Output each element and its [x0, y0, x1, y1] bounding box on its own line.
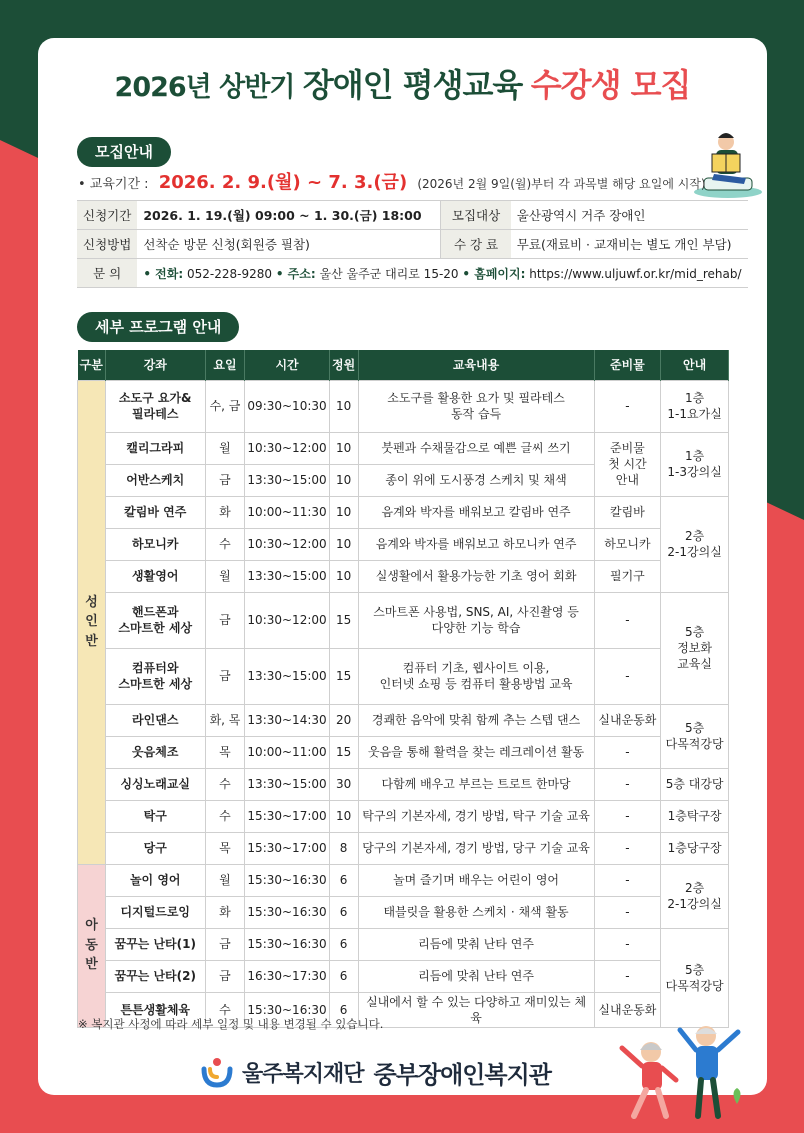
info-row: [77, 259, 748, 288]
course-time: 13:30~15:00: [245, 560, 329, 592]
course-day: 금: [205, 648, 245, 704]
fee-note: (재료비 · 교재비는 별도 개인 부담): [540, 237, 732, 252]
course-supplies: 칼림바: [594, 496, 661, 528]
course-day: 목: [205, 736, 245, 768]
course-capacity: 20: [329, 704, 358, 736]
table-row: [78, 864, 729, 896]
course-time: 15:30~16:30: [245, 864, 329, 896]
course-time: 13:30~15:00: [245, 768, 329, 800]
course-time: 10:30~12:00: [245, 432, 329, 464]
title-part1: 2026년 상반기: [114, 72, 295, 103]
course-day: 수: [205, 528, 245, 560]
target-value: 울산광역시 거주 장애인: [511, 201, 748, 230]
center-name: 중부장애인복지관: [373, 1060, 551, 1089]
course-location: 2층 2-1강의실: [661, 864, 729, 928]
course-name: 핸드폰과 스마트한 세상: [105, 592, 205, 648]
fee-value: 무료: [516, 237, 541, 252]
table-row: [78, 496, 729, 528]
course-location: 5층 대강당: [661, 768, 729, 800]
method-note: (회원증 필참): [235, 237, 310, 252]
course-supplies: 하모니카: [594, 528, 661, 560]
course-name: 하모니카: [105, 528, 205, 560]
course-name: 컴퓨터와 스마트한 세상: [105, 648, 205, 704]
period-label: • 교육기간 :: [78, 177, 149, 192]
apply-period-label: 신청기간: [77, 201, 137, 230]
course-capacity: 6: [329, 992, 358, 1027]
method-value: 선착순 방문 신청: [143, 237, 236, 252]
course-name: 어반스케치: [105, 464, 205, 496]
table-row: [78, 832, 729, 864]
course-day: 수: [205, 992, 245, 1027]
course-supplies: -: [594, 896, 661, 928]
course-content: 리듬에 맞춰 난타 연주: [358, 960, 594, 992]
course-capacity: 10: [329, 464, 358, 496]
footnote: ※ 복지관 사정에 따라 세부 일정 및 내용 변경될 수 있습니다.: [78, 1017, 384, 1031]
fee-label: 수 강 료: [441, 230, 511, 259]
course-time: 15:30~16:30: [245, 896, 329, 928]
course-capacity: 10: [329, 496, 358, 528]
course-time: 10:00~11:30: [245, 496, 329, 528]
course-day: 화: [205, 896, 245, 928]
foundation-logo-icon: [200, 1055, 234, 1089]
course-day: 금: [205, 464, 245, 496]
course-supplies: -: [594, 592, 661, 648]
address-value: 울산 울주군 대리로 15-20: [319, 266, 459, 281]
column-header: 시간: [245, 350, 329, 380]
course-time: 16:30~17:30: [245, 960, 329, 992]
info-row: [77, 201, 748, 230]
table-row: [78, 800, 729, 832]
course-day: 수: [205, 768, 245, 800]
table-row: [78, 704, 729, 736]
table-row: [78, 736, 729, 768]
target-label: 모집대상: [441, 201, 511, 230]
course-content: 실생활에서 활용가능한 기초 영어 회화: [358, 560, 594, 592]
table-row: [78, 648, 729, 704]
course-capacity: 6: [329, 896, 358, 928]
course-location: 2층 2-1강의실: [661, 496, 729, 592]
course-capacity: 10: [329, 800, 358, 832]
homepage-link[interactable]: https://www.uljuwf.or.kr/mid_rehab/: [529, 266, 742, 281]
table-row: [78, 560, 729, 592]
course-capacity: 10: [329, 432, 358, 464]
program-heading: 세부 프로그램 안내: [77, 312, 239, 342]
course-supplies: 필기구: [594, 560, 661, 592]
course-location: 1층 1-1요가실: [661, 380, 729, 432]
course-name: 탁구: [105, 800, 205, 832]
course-name: 칼림바 연주: [105, 496, 205, 528]
course-day: 월: [205, 864, 245, 896]
course-content: 다함께 배우고 부르는 트로트 한마당: [358, 768, 594, 800]
course-name: 당구: [105, 832, 205, 864]
apply-period-value: 2026. 1. 19.(월) 09:00 ~ 1. 30.(금) 18:00: [137, 201, 440, 230]
course-time: 15:30~17:00: [245, 800, 329, 832]
course-name: 라인댄스: [105, 704, 205, 736]
course-location: 1층 1-3강의실: [661, 432, 729, 496]
course-content: 종이 위에 도시풍경 스케치 및 채색: [358, 464, 594, 496]
contact-cell: [137, 259, 747, 288]
contact-label: 문 의: [77, 259, 137, 288]
course-content: 음계와 박자를 배워보고 칼림바 연주: [358, 496, 594, 528]
course-name: 디지털드로잉: [105, 896, 205, 928]
course-content: 웃음을 통해 활력을 찾는 레크레이션 활동: [358, 736, 594, 768]
method-cell: [137, 230, 440, 259]
course-time: 10:30~12:00: [245, 528, 329, 560]
course-name: 꿈꾸는 난타(1): [105, 928, 205, 960]
homepage-label: • 홈페이지:: [462, 266, 526, 281]
course-capacity: 8: [329, 832, 358, 864]
course-time: 10:00~11:00: [245, 736, 329, 768]
column-header: 구분: [78, 350, 106, 380]
course-day: 수: [205, 800, 245, 832]
course-capacity: 6: [329, 864, 358, 896]
course-content: 탁구의 기본자세, 경기 방법, 탁구 기술 교육: [358, 800, 594, 832]
address-label: • 주소:: [275, 266, 316, 281]
course-name: 놀이 영어: [105, 864, 205, 896]
course-day: 월: [205, 432, 245, 464]
course-day: 화: [205, 496, 245, 528]
course-time: 10:30~12:00: [245, 592, 329, 648]
course-content: 붓펜과 수채물감으로 예쁜 글씨 쓰기: [358, 432, 594, 464]
cheering-couple-icon: [606, 1018, 756, 1123]
course-supplies: -: [594, 864, 661, 896]
course-time: 09:30~10:30: [245, 380, 329, 432]
course-location: 5층 정보화 교육실: [661, 592, 729, 704]
course-name: 튼튼생활체육: [105, 992, 205, 1027]
table-row: [78, 380, 729, 432]
phone-label: • 전화:: [143, 266, 184, 281]
table-row: [78, 528, 729, 560]
title-part3: 수강생 모집: [530, 66, 691, 104]
course-content: 컴퓨터 기초, 웹사이트 이용, 인터넷 쇼핑 등 컴퓨터 활용방법 교육: [358, 648, 594, 704]
table-row: [78, 896, 729, 928]
course-day: 금: [205, 928, 245, 960]
course-time: 15:30~17:00: [245, 832, 329, 864]
program-table: [77, 350, 729, 1028]
info-row: [77, 230, 748, 259]
course-content: 태블릿을 활용한 스케치 · 채색 활동: [358, 896, 594, 928]
column-header: 안내: [661, 350, 729, 380]
course-supplies: -: [594, 648, 661, 704]
course-supplies: -: [594, 736, 661, 768]
course-supplies: 실내운동화: [594, 704, 661, 736]
course-content: 소도구를 활용한 요가 및 필라테스 동작 습득: [358, 380, 594, 432]
course-capacity: 6: [329, 928, 358, 960]
course-supplies: -: [594, 832, 661, 864]
phone-value: 052-228-9280: [186, 266, 272, 281]
course-name: 캘리그라피: [105, 432, 205, 464]
education-period: [78, 168, 706, 194]
course-capacity: 10: [329, 560, 358, 592]
course-day: 금: [205, 592, 245, 648]
course-day: 화, 목: [205, 704, 245, 736]
column-header: 요일: [205, 350, 245, 380]
course-content: 경쾌한 음악에 맞춰 함께 추는 스텝 댄스: [358, 704, 594, 736]
course-content: 스마트폰 사용법, SNS, AI, 사진촬영 등 다양한 기능 학습: [358, 592, 594, 648]
title-part2: 장애인 평생교육: [302, 66, 523, 104]
course-supplies: -: [594, 380, 661, 432]
course-supplies: 준비물 첫 시간 안내: [594, 432, 661, 496]
period-note: (2026년 2월 9일(월)부터 각 과목별 해당 요일에 시작): [417, 177, 706, 191]
table-row: [78, 768, 729, 800]
category-kids: 아 동 반: [78, 864, 106, 1027]
column-header: 강좌: [105, 350, 205, 380]
course-location: 5층 다목적강당: [661, 704, 729, 768]
course-content: 놀며 즐기며 배우는 어린이 영어: [358, 864, 594, 896]
course-content: 실내에서 할 수 있는 다양하고 재미있는 체육: [358, 992, 594, 1027]
foundation-name: 울주복지재단: [242, 1061, 364, 1087]
table-row: [78, 928, 729, 960]
course-capacity: 15: [329, 592, 358, 648]
method-label: 신청방법: [77, 230, 137, 259]
course-supplies: -: [594, 960, 661, 992]
course-supplies: -: [594, 928, 661, 960]
table-row: [78, 960, 729, 992]
course-supplies: -: [594, 800, 661, 832]
course-location: 1층당구장: [661, 832, 729, 864]
category-adult: 성 인 반: [78, 380, 106, 864]
fee-cell: [511, 230, 748, 259]
table-row: [78, 592, 729, 648]
page-title: [38, 60, 767, 106]
course-time: 15:30~16:30: [245, 928, 329, 960]
course-time: 13:30~14:30: [245, 704, 329, 736]
column-header: 정원: [329, 350, 358, 380]
course-content: 당구의 기본자세, 경기 방법, 당구 기술 교육: [358, 832, 594, 864]
footer-logo: [200, 1052, 551, 1092]
course-capacity: 10: [329, 380, 358, 432]
course-location: 5층 다목적강당: [661, 928, 729, 1027]
course-name: 꿈꾸는 난타(2): [105, 960, 205, 992]
column-header: 준비물: [594, 350, 661, 380]
course-capacity: 30: [329, 768, 358, 800]
course-time: 15:30~16:30: [245, 992, 329, 1027]
course-time: 13:30~15:00: [245, 464, 329, 496]
course-name: 싱싱노래교실: [105, 768, 205, 800]
course-supplies: -: [594, 768, 661, 800]
course-day: 금: [205, 960, 245, 992]
course-capacity: 6: [329, 960, 358, 992]
course-capacity: 15: [329, 648, 358, 704]
course-name: 웃음체조: [105, 736, 205, 768]
course-day: 월: [205, 560, 245, 592]
course-content: 음계와 박자를 배워보고 하모니카 연주: [358, 528, 594, 560]
info-table: [77, 200, 748, 288]
column-header: 교육내용: [358, 350, 594, 380]
course-content: 리듬에 맞춰 난타 연주: [358, 928, 594, 960]
course-capacity: 15: [329, 736, 358, 768]
program-table-header: [78, 350, 729, 380]
period-dates: 2026. 2. 9.(월) ~ 7. 3.(금): [158, 172, 408, 193]
table-row: [78, 432, 729, 464]
program-table-body: [78, 380, 729, 1027]
course-name: 소도구 요가& 필라테스: [105, 380, 205, 432]
course-name: 생활영어: [105, 560, 205, 592]
course-capacity: 10: [329, 528, 358, 560]
course-day: 수, 금: [205, 380, 245, 432]
course-day: 목: [205, 832, 245, 864]
recruit-heading: 모집안내: [77, 137, 171, 167]
course-time: 13:30~15:00: [245, 648, 329, 704]
course-location: 1층탁구장: [661, 800, 729, 832]
course-supplies: 실내운동화: [594, 992, 661, 1027]
